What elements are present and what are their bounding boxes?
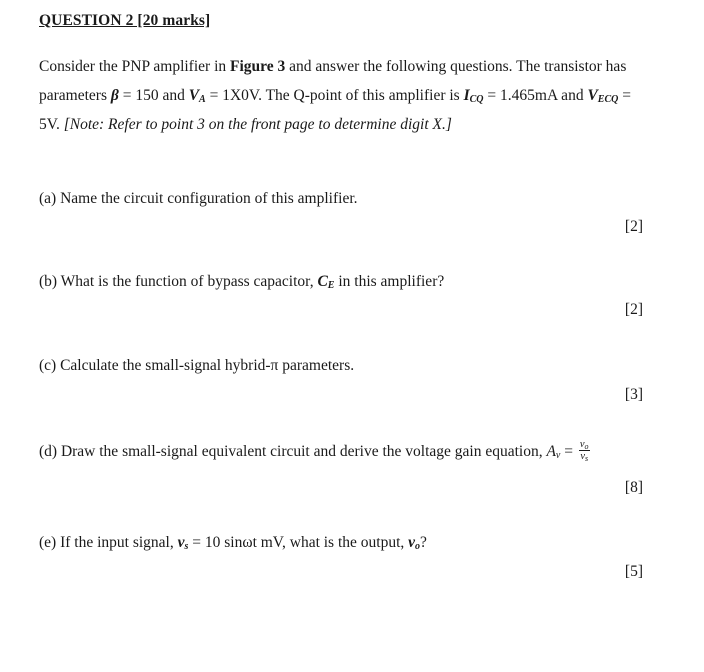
question-e: (e) If the input signal, $v_s = 10$ sinωt mV, what is the output, $v_o$? [39, 534, 427, 552]
va-symbol: $V_A$ [188, 87, 206, 105]
question-a: (a) Name the circuit configuration of this amplifier. [39, 190, 358, 207]
vecq-symbol: $V_{ECQ}$ [587, 87, 619, 105]
intro-text-5: = 1.465mA and [483, 87, 588, 104]
marks-e: [5] [624, 563, 643, 580]
figure-reference: Figure 3 [230, 58, 286, 75]
ce-symbol: $C_E$ [317, 273, 335, 291]
vs-symbol: $v_s$ [177, 534, 189, 552]
icq-symbol: $I_{CQ}$ [463, 87, 484, 105]
marks-d: [8] [624, 479, 643, 496]
intro-text-6: = 5V. [39, 87, 631, 133]
question-b: (b) What is the function of bypass capacitor, $C_E$ in this amplifier? [39, 273, 445, 291]
intro-note: [Note: Refer to point 3 on the front page to determine digit X.] [63, 116, 452, 133]
intro-text-3: = 150 and [118, 87, 189, 104]
beta-symbol: β [110, 87, 119, 104]
marks-a: [2] [624, 218, 643, 235]
av-symbol: $A_v$ [546, 443, 561, 462]
marks-c: [3] [624, 386, 643, 403]
question-intro [39, 52, 651, 139]
intro-text-1: Consider the PNP amplifier in [39, 58, 231, 75]
question-c: (c) Calculate the small-signal hybrid-π parameters. [39, 357, 355, 374]
question-heading: QUESTION 2 [20 marks] [39, 12, 211, 29]
intro-text-2: and answer the following questions. The transistor has parameters [39, 58, 627, 104]
question-d: (d) Draw the small-signal equivalent circuit and derive the voltage gain equation, $A_v$ = $\frac{v_o}{v_s}$ [39, 439, 589, 463]
intro-text-4: = 1X0V. The Q-point of this amplifier is [205, 87, 464, 104]
gain-fraction: $\frac{v_o}{v_s}$ [579, 439, 589, 463]
marks-b: [2] [624, 301, 643, 318]
vo-symbol: $v_o$ [408, 534, 421, 552]
